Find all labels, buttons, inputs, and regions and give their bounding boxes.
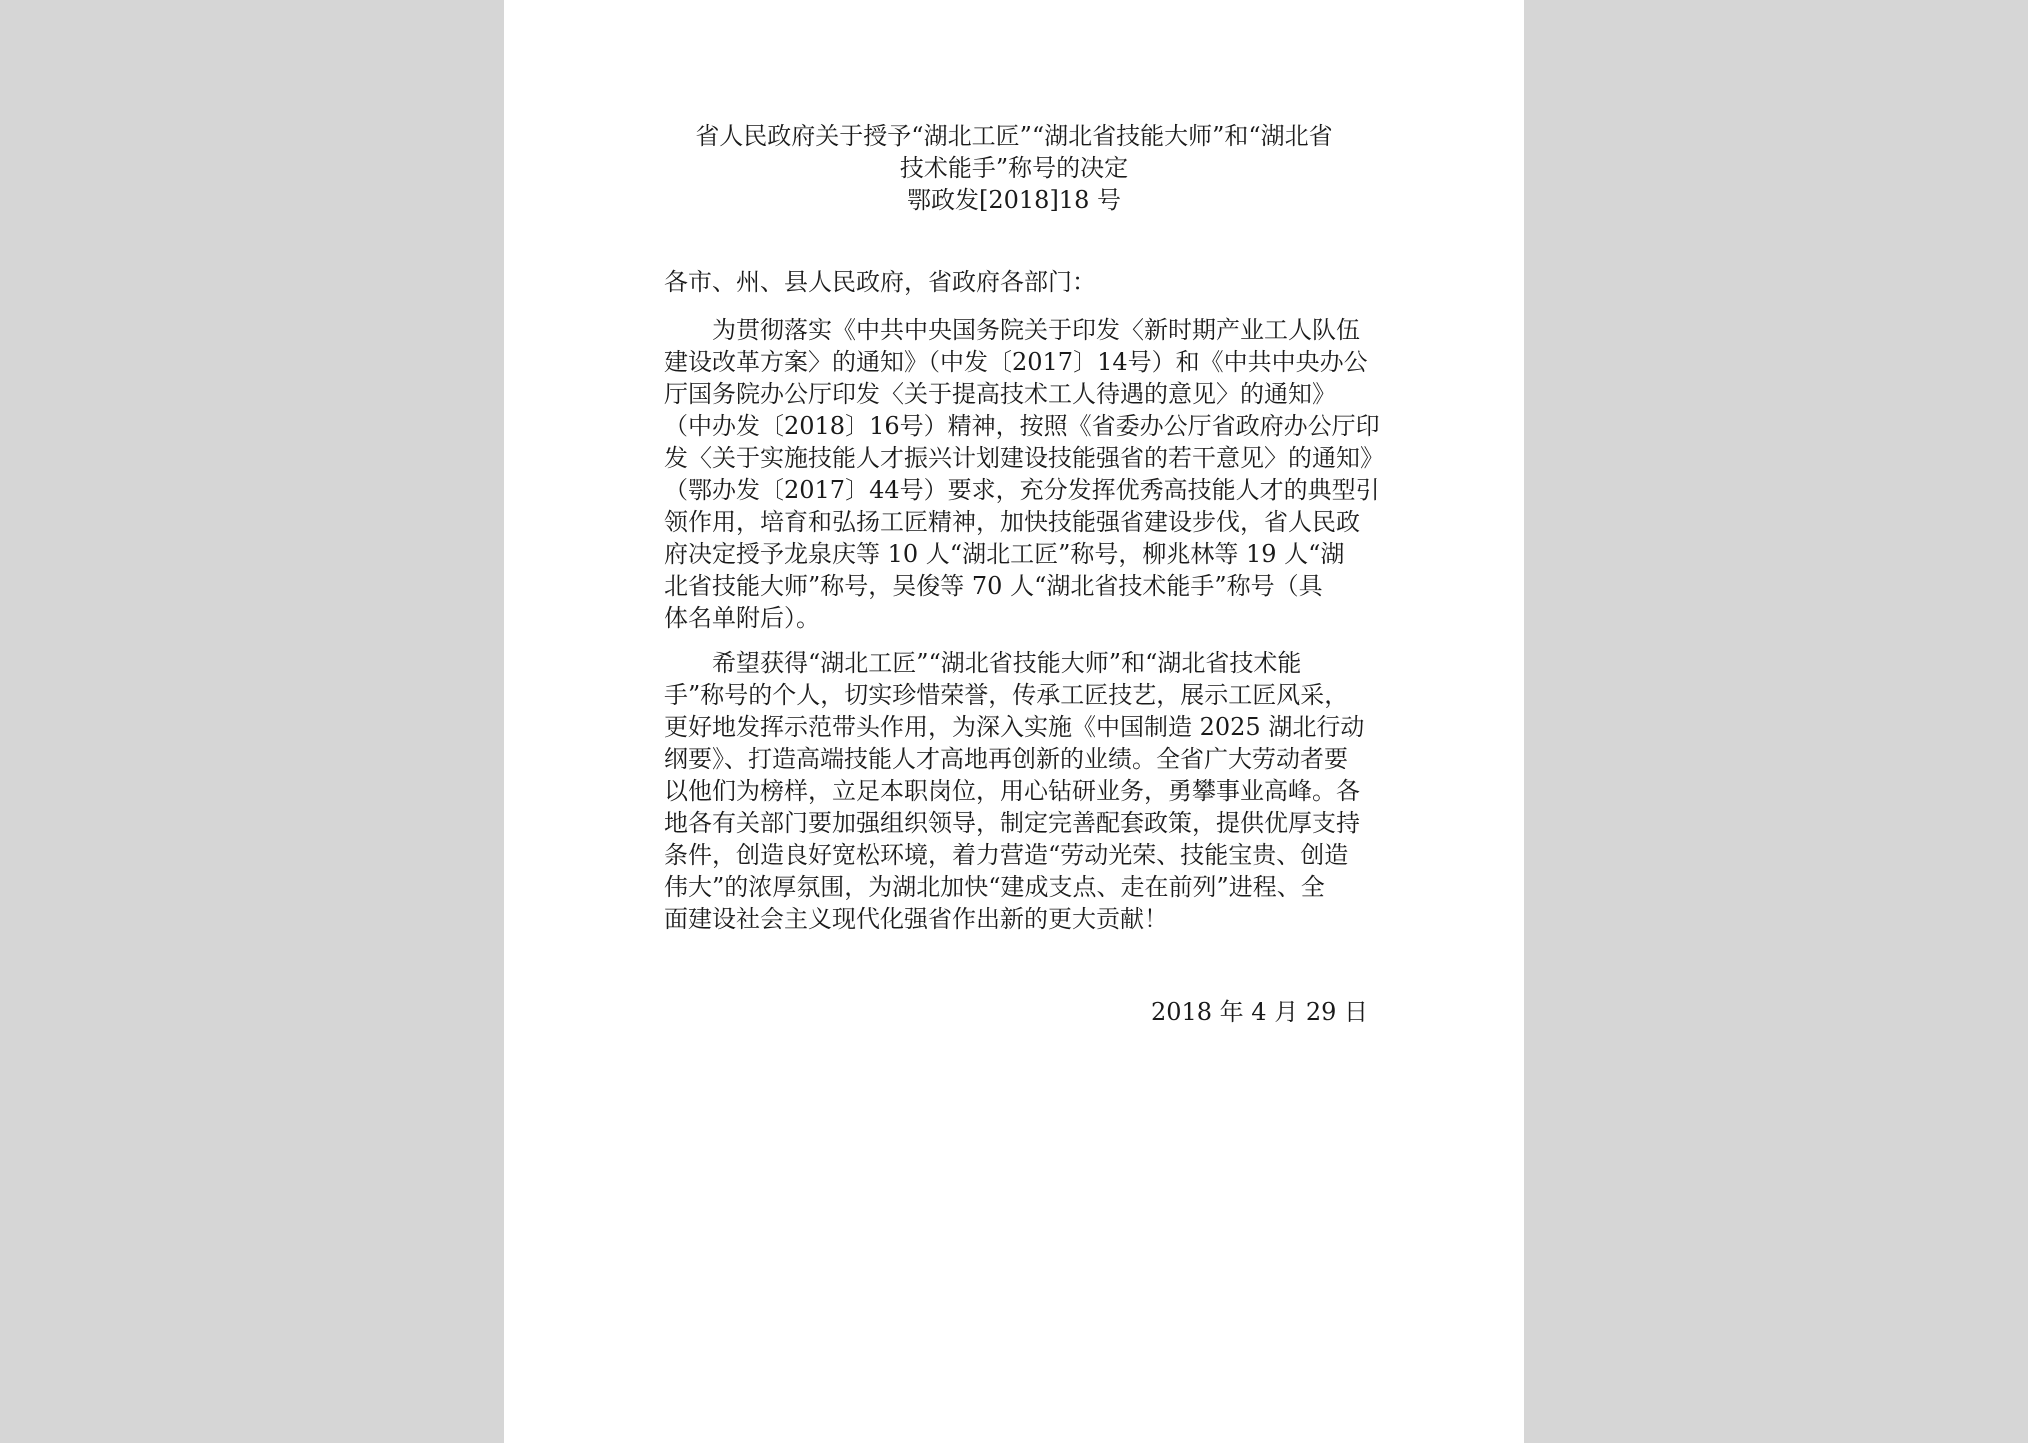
paragraph-line: 发〈关于实施技能人才振兴计划建设技能强省的若干意见〉的通知》	[664, 444, 1384, 472]
salutation: 各市、州、县人民政府，省政府各部门：	[664, 268, 1096, 296]
paragraph-line: 体名单附后）。	[664, 604, 820, 632]
paragraph-line: 府决定授予龙泉庆等 10 人“湖北工匠”称号，柳兆林等 19 人“湖	[664, 540, 1345, 568]
paragraph-line: 希望获得“湖北工匠”“湖北省技能大师”和“湖北省技术能	[712, 649, 1302, 677]
paragraph-line: 建设改革方案〉的通知》（中发〔2017〕14号）和《中共中央办公	[664, 348, 1368, 376]
title-line: 省人民政府关于授予“湖北工匠”“湖北省技能大师”和“湖北省	[695, 122, 1333, 150]
paragraph-line: 手”称号的个人，切实珍惜荣誉，传承工匠技艺，展示工匠风采，	[664, 681, 1349, 709]
paragraph-line: 伟大”的浓厚氛围，为湖北加快“建成支点、走在前列”进程、全	[664, 873, 1325, 901]
paragraph-line: 厅国务院办公厅印发〈关于提高技术工人待遇的意见〉的通知》	[664, 380, 1336, 408]
document-number: 鄂政发[2018]18 号	[907, 186, 1121, 214]
paragraph-line: 条件，创造良好宽松环境，着力营造“劳动光荣、技能宝贵、创造	[664, 841, 1349, 869]
paragraph-line: 以他们为榜样，立足本职岗位，用心钻研业务，勇攀事业高峰。各	[664, 777, 1360, 805]
document-page	[504, 0, 1524, 1443]
paragraph-line: 地各有关部门要加强组织领导，制定完善配套政策，提供优厚支持	[664, 809, 1360, 837]
paragraph-line: 面建设社会主义现代化强省作出新的更大贡献！	[664, 905, 1168, 933]
document-date: 2018 年 4 月 29 日	[1150, 998, 1368, 1026]
paragraph-line: 纲要》、打造高端技能人才高地再创新的业绩。全省广大劳动者要	[664, 745, 1348, 773]
paragraph-1	[664, 314, 1384, 634]
paragraph-line: （鄂办发〔2017〕44号）要求，充分发挥优秀高技能人才的典型引	[664, 476, 1380, 504]
title-line: 技术能手”称号的决定	[899, 154, 1129, 182]
paragraph-line: 领作用，培育和弘扬工匠精神，加快技能强省建设步伐，省人民政	[664, 508, 1360, 536]
paragraph-2	[664, 647, 1364, 935]
paragraph-line: 更好地发挥示范带头作用，为深入实施《中国制造 2025 湖北行动	[664, 713, 1365, 741]
document-title	[664, 120, 1364, 216]
paragraph-line: 为贯彻落实《中共中央国务院关于印发〈新时期产业工人队伍	[712, 316, 1360, 344]
paragraph-line: 北省技能大师”称号，吴俊等 70 人“湖北省技术能手”称号（具	[664, 572, 1323, 600]
paragraph-line: （中办发〔2018〕16号）精神，按照《省委办公厅省政府办公厅印	[664, 412, 1380, 440]
